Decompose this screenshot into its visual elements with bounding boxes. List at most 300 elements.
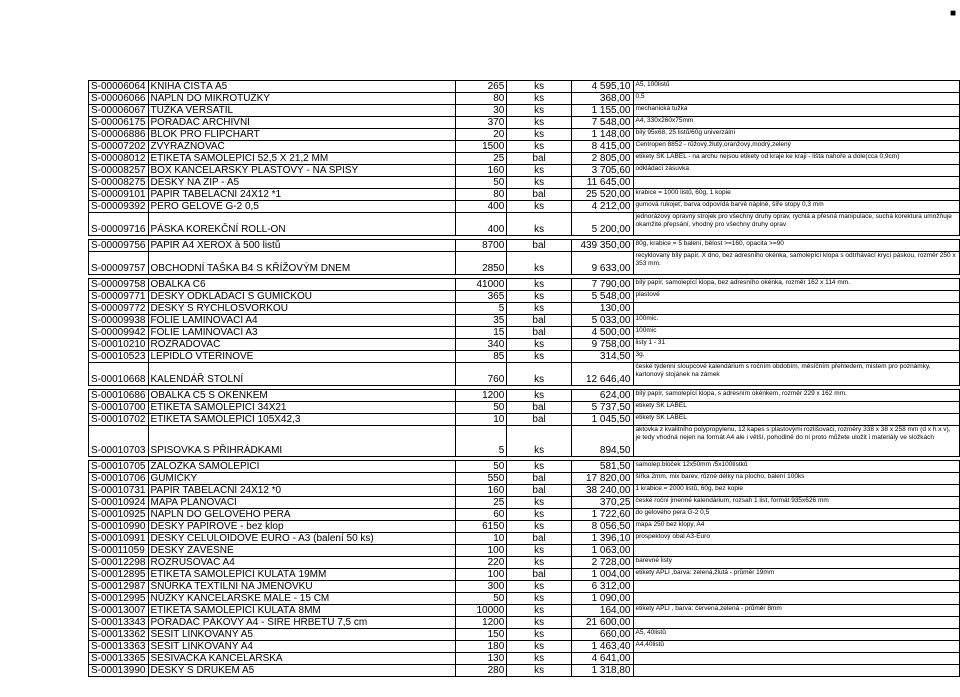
table-row	[89, 213, 960, 236]
table-row	[89, 291, 960, 303]
item-price: 7 790,00	[571, 279, 633, 291]
item-note: etikety SK LABEL	[633, 414, 960, 426]
item-unit: ks	[507, 303, 572, 315]
item-quantity: 220	[456, 557, 507, 569]
item-quantity: 365	[456, 291, 507, 303]
item-note: A4, 330x260x75mm	[633, 117, 960, 129]
item-name: ETIKETA SAMOLEPÍCÍ KULATÁ 8MM	[148, 605, 456, 617]
item-name: ŠŇŮRKA TEXTILNÍ NA JMENOVKU	[148, 581, 456, 593]
item-quantity: 5	[456, 426, 507, 457]
table-row	[89, 189, 960, 201]
item-note: 100mic	[633, 327, 960, 339]
item-code: S-00006066	[89, 93, 149, 105]
item-name: DESKY NA ZIP - A5	[148, 177, 456, 189]
item-quantity: 550	[456, 473, 507, 485]
item-code: S-00009772	[89, 303, 149, 315]
table-row	[89, 339, 960, 351]
item-note: jednorázový opravný strojek pro všechny druhy oprav, rychlá a přesná manipulace, suchá korektura umožňuje okamžité přepsání, vhodný pro všechny druhy oprav	[633, 213, 960, 236]
item-name: GUMIČKY	[148, 473, 456, 485]
item-price: 5 737,50	[571, 402, 633, 414]
item-code: S-00010705	[89, 461, 149, 473]
item-quantity: 35	[456, 315, 507, 327]
item-code: S-00009756	[89, 240, 149, 252]
item-note: etikety APLI , barva: červená,zelená - průměr 8mm	[633, 605, 960, 617]
item-quantity: 180	[456, 641, 507, 653]
item-code: S-00010686	[89, 390, 149, 402]
item-unit: bal	[507, 485, 572, 497]
item-note	[633, 617, 960, 629]
item-name: DESKY CELULOIDOVÉ EURO - A3 (balení 50 ks)	[148, 533, 456, 545]
item-quantity: 280	[456, 665, 507, 677]
table-row	[89, 351, 960, 363]
item-unit: ks	[507, 641, 572, 653]
item-code: S-00012895	[89, 569, 149, 581]
table-row	[89, 165, 960, 177]
item-quantity: 30	[456, 105, 507, 117]
item-unit: bal	[507, 153, 572, 165]
item-code: S-00012298	[89, 557, 149, 569]
item-note	[633, 545, 960, 557]
item-quantity: 15	[456, 327, 507, 339]
item-quantity: 8700	[456, 240, 507, 252]
item-quantity: 50	[456, 402, 507, 414]
item-quantity: 2850	[456, 252, 507, 275]
item-name: PAPÍR A4 XEROX à 500 listů	[148, 240, 456, 252]
item-note: odkládací zásuvka	[633, 165, 960, 177]
table-row	[89, 473, 960, 485]
item-price: 7 548,00	[571, 117, 633, 129]
item-code: S-00010210	[89, 339, 149, 351]
item-code: S-00009101	[89, 189, 149, 201]
item-quantity: 760	[456, 363, 507, 386]
item-price: 130,00	[571, 303, 633, 315]
item-name: DESKY S RYCHLOSVORKOU	[148, 303, 456, 315]
item-price: 439 350,00	[571, 240, 633, 252]
item-name: OBCHODNÍ TAŠKA B4 S KŘÍŽOVÝM DNEM	[148, 252, 456, 275]
item-unit: ks	[507, 665, 572, 677]
order-table-body	[89, 81, 960, 677]
item-quantity: 150	[456, 629, 507, 641]
item-price: 21 600,00	[571, 617, 633, 629]
item-note: A5, 40listů	[633, 629, 960, 641]
item-code: S-00010990	[89, 521, 149, 533]
item-unit: ks	[507, 279, 572, 291]
table-row	[89, 117, 960, 129]
item-note: mechanická tužka	[633, 105, 960, 117]
item-price: 5 033,00	[571, 315, 633, 327]
table-row	[89, 509, 960, 521]
table-row	[89, 129, 960, 141]
order-table	[88, 80, 960, 677]
item-unit: ks	[507, 129, 572, 141]
item-name: KNIHA ČISTÁ A5	[148, 81, 456, 93]
item-note: barevné listy	[633, 557, 960, 569]
item-price: 6 312,00	[571, 581, 633, 593]
item-quantity: 1500	[456, 141, 507, 153]
table-row	[89, 581, 960, 593]
item-note	[633, 593, 960, 605]
table-row	[89, 315, 960, 327]
item-note: aktovka z kvalitního polypropylenu, 12 kapes s plastovými rozlišovači, rozměry 338 x 38 x 258 mm (d x h x v), je tedy vhodná nejen na formát A4 ale i větší, pohodlně do ní proto můžete uložit i materiály ve složkách	[633, 426, 960, 457]
table-row	[89, 461, 960, 473]
item-code: S-00013365	[89, 653, 149, 665]
item-name: KALENDÁŘ STOLNÍ	[148, 363, 456, 386]
table-row	[89, 641, 960, 653]
item-note: 80g, krabice = 5 balení, bělost >=160, opacita >=90	[633, 240, 960, 252]
table-row	[89, 303, 960, 315]
item-unit: ks	[507, 213, 572, 236]
item-note	[633, 665, 960, 677]
item-code: S-00006064	[89, 81, 149, 93]
item-unit: ks	[507, 351, 572, 363]
item-code: S-00009758	[89, 279, 149, 291]
item-quantity: 50	[456, 593, 507, 605]
item-quantity: 130	[456, 653, 507, 665]
table-row	[89, 629, 960, 641]
item-unit: ks	[507, 426, 572, 457]
table-row	[89, 390, 960, 402]
item-note: plastové	[633, 291, 960, 303]
item-price: 4 500,00	[571, 327, 633, 339]
item-unit: bal	[507, 402, 572, 414]
table-row	[89, 533, 960, 545]
item-note	[633, 653, 960, 665]
item-code: S-00006886	[89, 129, 149, 141]
item-unit: bal	[507, 473, 572, 485]
item-code: S-00007202	[89, 141, 149, 153]
item-note: A5, 100listů	[633, 81, 960, 93]
item-unit: ks	[507, 557, 572, 569]
item-name: OBÁLKA C5 S OKÉNKEM	[148, 390, 456, 402]
item-price: 8 415,00	[571, 141, 633, 153]
item-code: S-00009757	[89, 252, 149, 275]
item-name: PERO GELOVÉ G-2 0,5	[148, 201, 456, 213]
item-code: S-00012987	[89, 581, 149, 593]
item-name: SEŠIT LINKOVANÝ A4	[148, 641, 456, 653]
item-code: S-00010702	[89, 414, 149, 426]
item-price: 894,50	[571, 426, 633, 457]
table-row	[89, 177, 960, 189]
item-unit: bal	[507, 327, 572, 339]
item-note: etikety SK LABEL	[633, 402, 960, 414]
item-code: S-00008275	[89, 177, 149, 189]
item-note: mapa 250 bez klopy, A4	[633, 521, 960, 533]
item-quantity: 25	[456, 497, 507, 509]
item-code: S-00013343	[89, 617, 149, 629]
table-row	[89, 81, 960, 93]
item-quantity: 80	[456, 93, 507, 105]
item-note: etikety SK LABEL - na archu nejsou etikety od kraje ke kraji - lišta nahoře a dole(cca 0,9cm)	[633, 153, 960, 165]
item-note: bílý 95x68, 25 listů/60g univerzální	[633, 129, 960, 141]
item-code: S-00006175	[89, 117, 149, 129]
item-price: 8 056,50	[571, 521, 633, 533]
item-price: 1 155,00	[571, 105, 633, 117]
item-code: S-00010731	[89, 485, 149, 497]
item-code: S-00013363	[89, 641, 149, 653]
item-quantity: 400	[456, 201, 507, 213]
item-unit: ks	[507, 177, 572, 189]
item-quantity: 10	[456, 414, 507, 426]
table-row	[89, 557, 960, 569]
table-row	[89, 105, 960, 117]
item-unit: bal	[507, 189, 572, 201]
item-name: ZÁLOŽKA SAMOLEPÍCÍ	[148, 461, 456, 473]
table-row	[89, 593, 960, 605]
item-unit: ks	[507, 201, 572, 213]
item-code: S-00006067	[89, 105, 149, 117]
item-note: listy 1 - 31	[633, 339, 960, 351]
item-unit: ks	[507, 105, 572, 117]
item-price: 4 212,00	[571, 201, 633, 213]
item-price: 1 090,00	[571, 593, 633, 605]
item-price: 2 805,00	[571, 153, 633, 165]
item-price: 38 240,00	[571, 485, 633, 497]
item-quantity: 1200	[456, 390, 507, 402]
item-note: gumová rukojeť, barva odpovídá barvě náplně, šíře stopy 0,3 mm	[633, 201, 960, 213]
item-name: ETIKETA SAMOLEPÍCÍ 34X21	[148, 402, 456, 414]
item-quantity: 25	[456, 153, 507, 165]
item-quantity: 85	[456, 351, 507, 363]
item-price: 4 641,00	[571, 653, 633, 665]
item-unit: ks	[507, 390, 572, 402]
item-note: 3g.	[633, 351, 960, 363]
item-note: etikety APLI ,barva: zelená,žlutá - průměr 19mm	[633, 569, 960, 581]
item-note	[633, 303, 960, 315]
item-name: FOLIE LAMINOVACÍ A3	[148, 327, 456, 339]
item-unit: ks	[507, 629, 572, 641]
item-note	[633, 177, 960, 189]
table-row	[89, 605, 960, 617]
item-price: 314,50	[571, 351, 633, 363]
item-price: 368,00	[571, 93, 633, 105]
item-price: 1 063,00	[571, 545, 633, 557]
item-code: S-00013362	[89, 629, 149, 641]
item-unit: bal	[507, 533, 572, 545]
item-unit: ks	[507, 291, 572, 303]
item-name: PÁSKA KOREKČNÍ ROLL-ON	[148, 213, 456, 236]
item-unit: ks	[507, 653, 572, 665]
item-code: S-00010924	[89, 497, 149, 509]
item-price: 370,25	[571, 497, 633, 509]
item-note: české týdenní sloupcové kalendárium s ročním obdobím, měsíčním přehledem, mistem pro poznámky, kartonový stojánek na zámek	[633, 363, 960, 386]
item-name: SEŠIVAČKA KANCELÁŘSKÁ	[148, 653, 456, 665]
item-note	[633, 581, 960, 593]
item-name: NŮŽKY KANCELÁŘSKÉ MALÉ - 15 CM	[148, 593, 456, 605]
item-quantity: 10000	[456, 605, 507, 617]
item-note: do gelového pera G-2 0,5	[633, 509, 960, 521]
item-note: krabice = 1000 listů, 60g, 1 kopie	[633, 189, 960, 201]
item-name: BOX KANCELÁŘSKÝ PLASTOVÝ - NA SPISY	[148, 165, 456, 177]
item-name: POŘADAČ PÁKOVÝ A4 - ŠÍŘE HŘBETU 7,5 cm	[148, 617, 456, 629]
item-name: ETIKETA SAMOLEPÍCÍ 52,5 X 21,2 MM	[148, 153, 456, 165]
item-name: PAPÍR TABELAČNÍ 24X12 *0	[148, 485, 456, 497]
item-name: NÁPLŇ DO MIKROTUŽKY	[148, 93, 456, 105]
item-unit: ks	[507, 497, 572, 509]
item-price: 1 722,60	[571, 509, 633, 521]
corner-marker: ■	[949, 8, 956, 19]
item-price: 1 004,00	[571, 569, 633, 581]
item-code: S-00010706	[89, 473, 149, 485]
item-price: 9 633,00	[571, 252, 633, 275]
item-quantity: 80	[456, 189, 507, 201]
item-code: S-00013990	[89, 665, 149, 677]
item-name: ETIKETA SAMOLEPÍCÍ KULATÁ 19MM	[148, 569, 456, 581]
item-name: SPISOVKA S PŘIHRÁDKAMI	[148, 426, 456, 457]
item-code: S-00009716	[89, 213, 149, 236]
item-code: S-00010991	[89, 533, 149, 545]
table-row	[89, 665, 960, 677]
item-unit: bal	[507, 414, 572, 426]
item-quantity: 400	[456, 213, 507, 236]
item-code: S-00009942	[89, 327, 149, 339]
table-row	[89, 545, 960, 557]
item-price: 25 520,00	[571, 189, 633, 201]
table-row	[89, 485, 960, 497]
item-price: 581,50	[571, 461, 633, 473]
item-code: S-00011059	[89, 545, 149, 557]
item-name: BLOK PRO FLIPCHART	[148, 129, 456, 141]
item-unit: ks	[507, 593, 572, 605]
item-code: S-00010668	[89, 363, 149, 386]
item-quantity: 100	[456, 569, 507, 581]
item-unit: bal	[507, 315, 572, 327]
item-quantity: 300	[456, 581, 507, 593]
item-code: S-00008012	[89, 153, 149, 165]
item-unit: ks	[507, 81, 572, 93]
item-name: FOLIE LAMINOVACÍ A4	[148, 315, 456, 327]
item-code: S-00009938	[89, 315, 149, 327]
item-name: NÁPLŇ DO GELOVÉHO PERA	[148, 509, 456, 521]
item-name: ZVÝRAZŇOVAČ	[148, 141, 456, 153]
item-note: šířka 2mm, mix barev, různé délky na plocho, balení 100ks	[633, 473, 960, 485]
item-code: S-00009392	[89, 201, 149, 213]
item-note: bílý papír, samolepící klopa, s adresním okénkem, rozměr 229 x 162 mm.	[633, 390, 960, 402]
item-name: OBÁLKA C6	[148, 279, 456, 291]
item-price: 9 758,00	[571, 339, 633, 351]
item-price: 660,00	[571, 629, 633, 641]
table-row	[89, 363, 960, 386]
item-code: S-00010700	[89, 402, 149, 414]
item-quantity: 60	[456, 509, 507, 521]
item-price: 2 728,00	[571, 557, 633, 569]
item-price: 17 820,00	[571, 473, 633, 485]
table-row	[89, 327, 960, 339]
table-row	[89, 279, 960, 291]
item-code: S-00010925	[89, 509, 149, 521]
item-unit: ks	[507, 339, 572, 351]
item-name: DESKY ZÁVĚSNÉ	[148, 545, 456, 557]
item-code: S-00010523	[89, 351, 149, 363]
item-note: Centropen 8852 - růžový,žlutý,oranžový,modrý,zelený	[633, 141, 960, 153]
item-quantity: 20	[456, 129, 507, 141]
table-row	[89, 240, 960, 252]
table-row	[89, 569, 960, 581]
item-note: recyklovaný bílý papír, X dno, bez adresního okénka, samolepící klopa s odtrhávací krycí páskou, rozměr 250 x 353 mm.	[633, 252, 960, 275]
item-code: S-00010703	[89, 426, 149, 457]
item-name: POŘADAČ ARCHIVNÍ	[148, 117, 456, 129]
item-unit: bal	[507, 240, 572, 252]
item-unit: ks	[507, 617, 572, 629]
item-unit: bal	[507, 569, 572, 581]
item-name: PAPÍR TABELAČNÍ 24X12 *1	[148, 189, 456, 201]
item-unit: ks	[507, 93, 572, 105]
table-row	[89, 201, 960, 213]
table-row	[89, 93, 960, 105]
item-price: 1 396,10	[571, 533, 633, 545]
item-name: ROZŘAĎOVAČ	[148, 339, 456, 351]
item-note: 100mic.	[633, 315, 960, 327]
item-quantity: 265	[456, 81, 507, 93]
item-quantity: 370	[456, 117, 507, 129]
item-unit: ks	[507, 165, 572, 177]
item-quantity: 5	[456, 303, 507, 315]
table-row	[89, 426, 960, 457]
item-unit: ks	[507, 509, 572, 521]
table-row	[89, 497, 960, 509]
item-name: DESKY PAPÍROVÉ - bez klop	[148, 521, 456, 533]
item-name: ROZRUŠOVAČ A4	[148, 557, 456, 569]
item-quantity: 100	[456, 545, 507, 557]
item-note: bílý papír, samolepící klopa, bez adresního okénka, rozměr 162 x 114 mm.	[633, 279, 960, 291]
table-row	[89, 617, 960, 629]
table-row	[89, 521, 960, 533]
item-price: 1 045,50	[571, 414, 633, 426]
item-unit: ks	[507, 461, 572, 473]
item-name: DESKY S DRUKEM A5	[148, 665, 456, 677]
item-name: LEPIDLO VTEŘINOVÉ	[148, 351, 456, 363]
item-code: S-00008257	[89, 165, 149, 177]
table-row	[89, 653, 960, 665]
table-row	[89, 402, 960, 414]
table-row	[89, 141, 960, 153]
item-note: 0,5	[633, 93, 960, 105]
item-name: SEŠIT LINKOVANÝ A5	[148, 629, 456, 641]
item-unit: ks	[507, 252, 572, 275]
item-name: MAPA PLÁNOVACÍ	[148, 497, 456, 509]
item-name: TUŽKA VERSATIL	[148, 105, 456, 117]
item-quantity: 160	[456, 165, 507, 177]
table-row	[89, 414, 960, 426]
item-price: 164,00	[571, 605, 633, 617]
item-quantity: 340	[456, 339, 507, 351]
item-price: 1 148,00	[571, 129, 633, 141]
item-quantity: 50	[456, 461, 507, 473]
item-price: 12 646,40	[571, 363, 633, 386]
item-note: české roční jmenné kalendárium, rozsah 1 list, formát 935x626 mm	[633, 497, 960, 509]
item-code: S-00009771	[89, 291, 149, 303]
item-price: 1 463,40	[571, 641, 633, 653]
item-unit: ks	[507, 363, 572, 386]
item-unit: ks	[507, 581, 572, 593]
item-name: ETIKETA SAMOLEPÍCÍ 105X42,3	[148, 414, 456, 426]
item-price: 5 200,00	[571, 213, 633, 236]
table-row	[89, 252, 960, 275]
item-unit: ks	[507, 117, 572, 129]
table-row	[89, 153, 960, 165]
item-price: 624,00	[571, 390, 633, 402]
item-quantity: 160	[456, 485, 507, 497]
item-code: S-00013007	[89, 605, 149, 617]
item-quantity: 10	[456, 533, 507, 545]
item-unit: ks	[507, 521, 572, 533]
item-unit: ks	[507, 141, 572, 153]
item-price: 4 595,10	[571, 81, 633, 93]
item-price: 11 645,00	[571, 177, 633, 189]
item-quantity: 50	[456, 177, 507, 189]
item-note: samolep.bloček 12x50mm /5x100lístků	[633, 461, 960, 473]
item-note: 1 krabice = 2000 listů, 60g, bez kopie	[633, 485, 960, 497]
item-unit: ks	[507, 605, 572, 617]
